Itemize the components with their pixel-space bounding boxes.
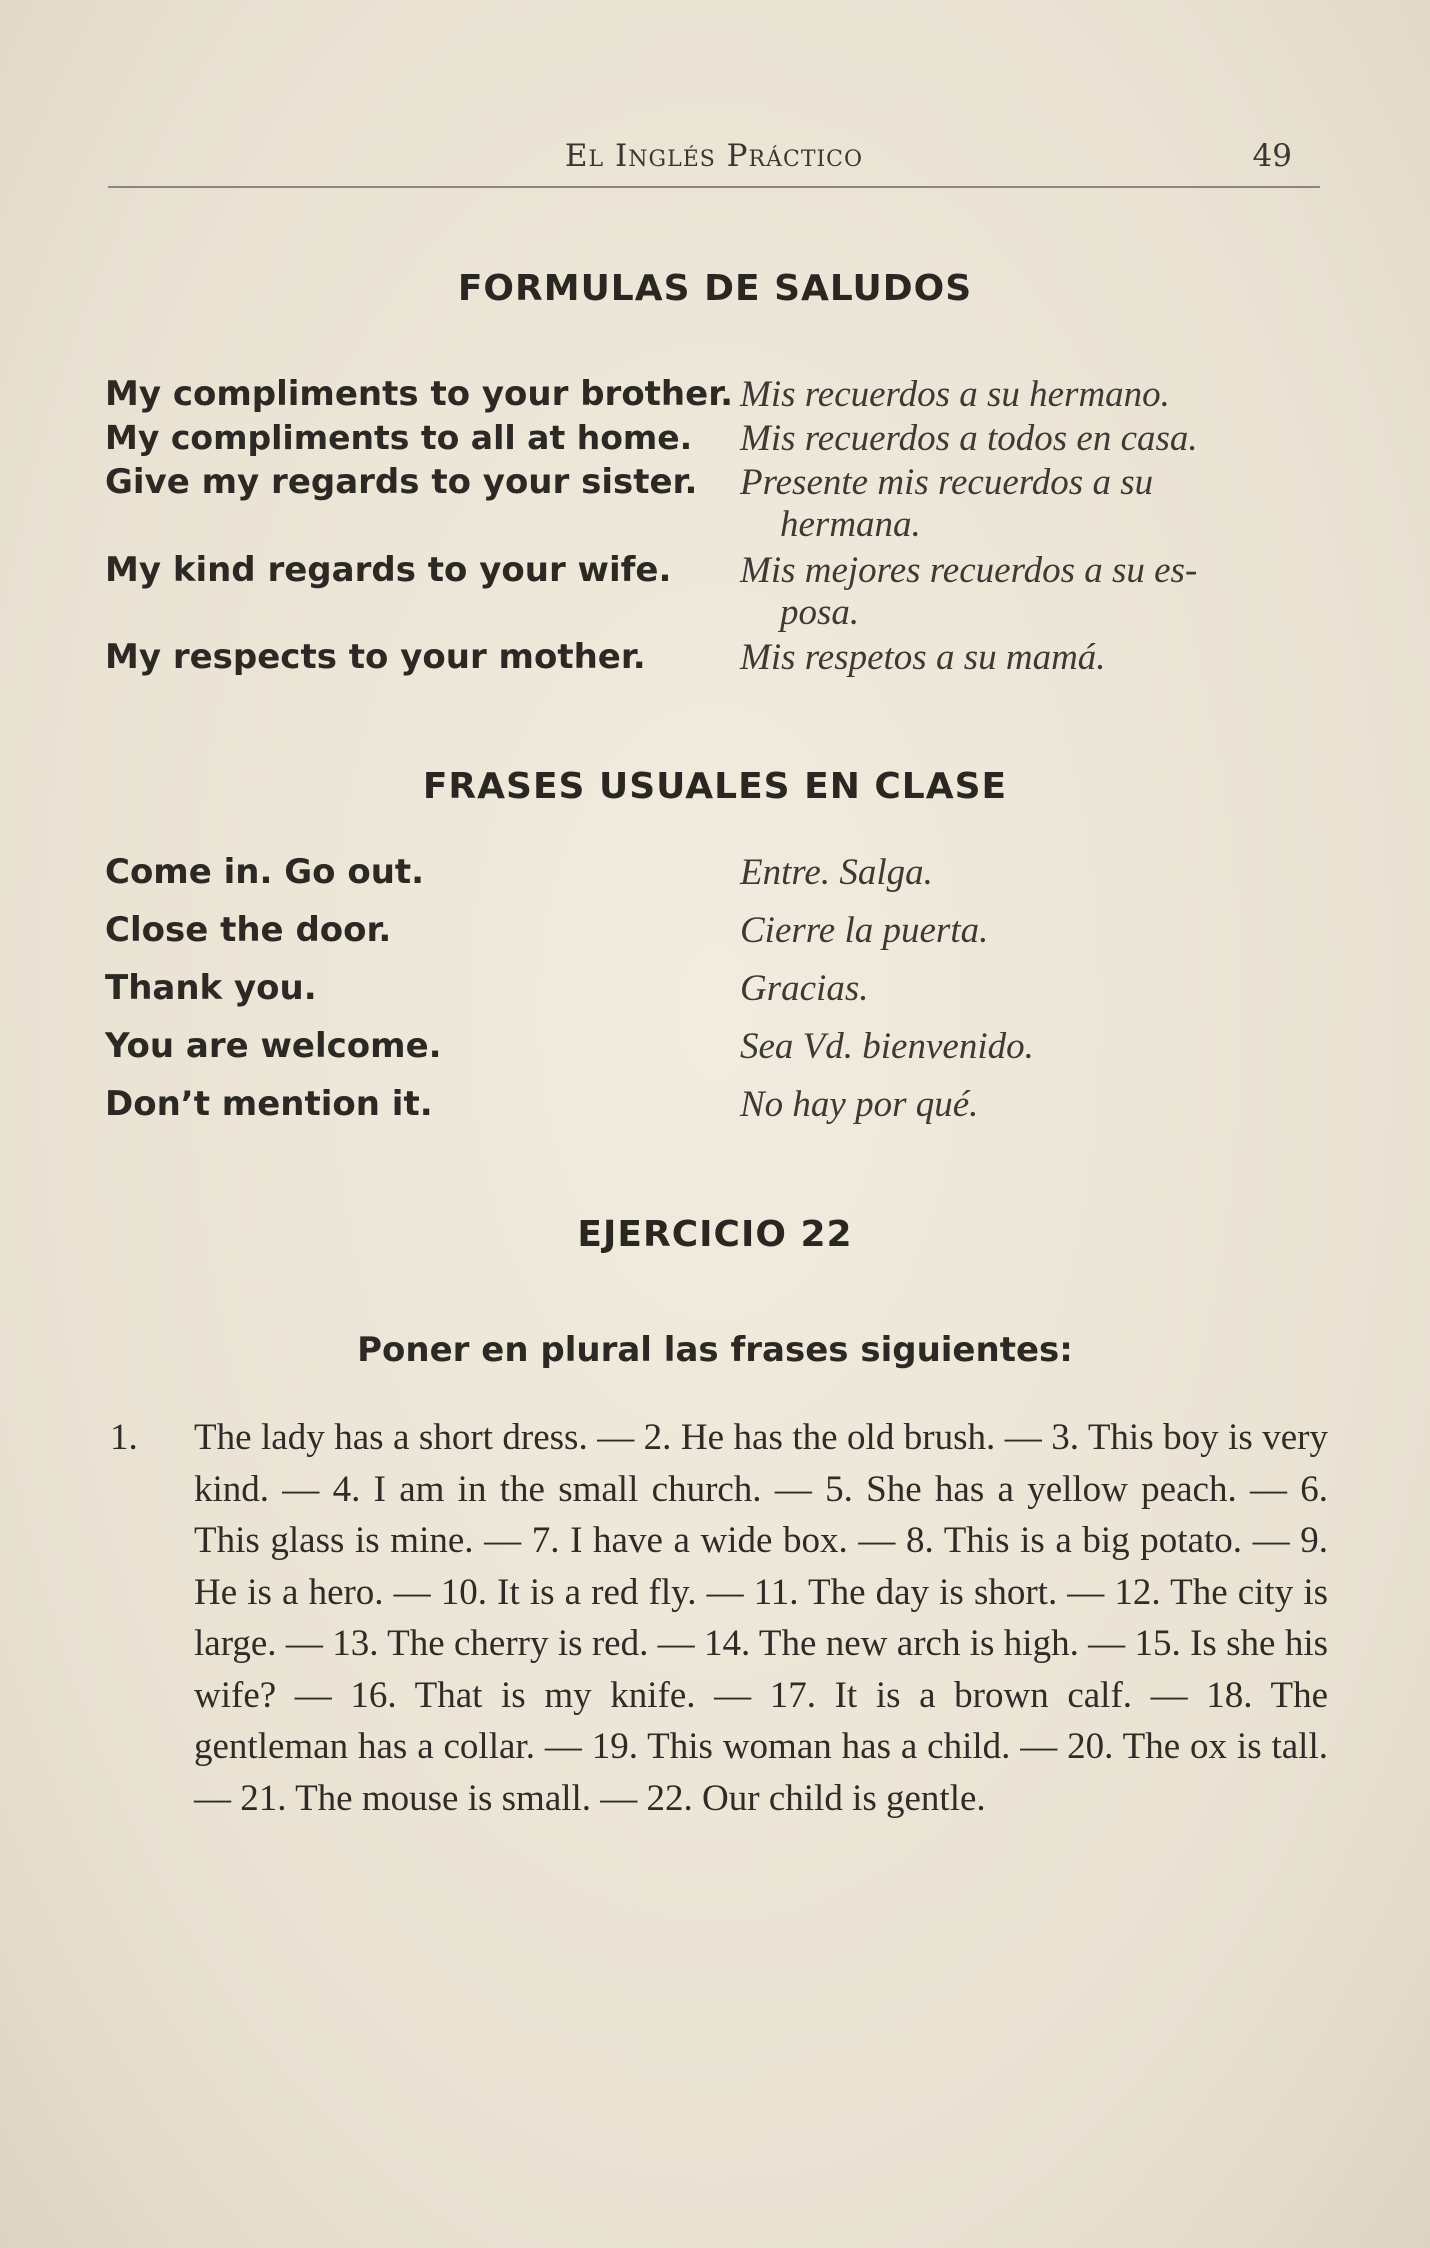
spanish-line-2: posa. <box>780 592 860 633</box>
spanish-translation: No hay por qué. <box>740 1084 979 1125</box>
spanish-translation <box>740 462 1330 546</box>
phrase-row <box>0 968 1430 1014</box>
section-title-frases: FRASES USUALES EN CLASE <box>422 766 1008 807</box>
phrase-row <box>0 637 1430 683</box>
section-title-saludos: FORMULAS DE SALUDOS <box>457 268 973 309</box>
english-phrase: Come in. Go out. <box>105 852 425 892</box>
spanish-line-1: Mis mejores recuerdos a su es- <box>740 550 1198 591</box>
english-phrase: Give my regards to your sister. <box>105 462 698 502</box>
spanish-translation: Mis recuerdos a su hermano. <box>740 374 1170 415</box>
phrase-row <box>0 374 1430 420</box>
spanish-translation: Mis recuerdos a todos en casa. <box>740 418 1198 459</box>
phrase-row <box>0 1084 1430 1130</box>
spanish-line-2: hermana. <box>780 504 921 545</box>
exercise-title: EJERCICIO 22 <box>577 1214 853 1255</box>
phrase-row <box>0 852 1430 898</box>
english-phrase: You are welcome. <box>105 1026 442 1066</box>
phrase-row <box>0 418 1430 464</box>
phrase-row <box>0 910 1430 956</box>
phrase-row <box>0 1026 1430 1072</box>
exercise-number: 1. <box>110 1417 138 1458</box>
running-title: El Inglés Práctico <box>564 138 864 174</box>
english-phrase: My compliments to all at home. <box>105 418 693 457</box>
spanish-translation: Sea Vd. bienvenido. <box>740 1026 1034 1067</box>
spanish-translation: Entre. Salga. <box>740 852 933 893</box>
english-phrase: My compliments to your brother. <box>105 374 734 414</box>
spanish-translation: Gracias. <box>740 968 869 1009</box>
exercise-paragraph <box>110 1412 1328 1824</box>
exercise-text: The lady has a short dress. — 2. He has the old brush. — 3. This boy is very kind. — 4. I am in the small church. — 5. She has a yellow peach. — 6. This glass is mine. — 7. I have a wide box. — 8. This is a big potato. — 9. He is a hero. — 10. It is a red fly. — 11. The day is short. — 12. The city is large. — 13. The cherry is red. — 14. The new arch is high. — 15. Is she his wife? — 16. That is my knife. — 17. It is a brown calf. — 18. The gentleman has a collar. — 19. This woman has a child. — 20. The ox is tall. — 21. The mouse is small. — 22. Our child is gentle. <box>194 1417 1328 1819</box>
spanish-translation <box>740 550 1330 634</box>
phrase-row <box>0 462 1430 545</box>
english-phrase: My respects to your mother. <box>105 637 646 677</box>
spanish-translation: Cierre la puerta. <box>740 910 989 951</box>
phrase-row <box>0 550 1430 633</box>
english-phrase: My kind regards to your wife. <box>105 550 672 590</box>
page-number: 49 <box>1252 138 1292 174</box>
exercise-instruction: Poner en plural las frases siguientes: <box>357 1330 1073 1370</box>
english-phrase: Thank you. <box>105 968 317 1008</box>
spanish-line-1: Presente mis recuerdos a su <box>740 462 1154 503</box>
english-phrase: Don’t mention it. <box>105 1084 433 1124</box>
spanish-translation: Mis respetos a su mamá. <box>740 637 1106 678</box>
english-phrase: Close the door. <box>105 910 392 950</box>
running-header <box>108 136 1320 188</box>
